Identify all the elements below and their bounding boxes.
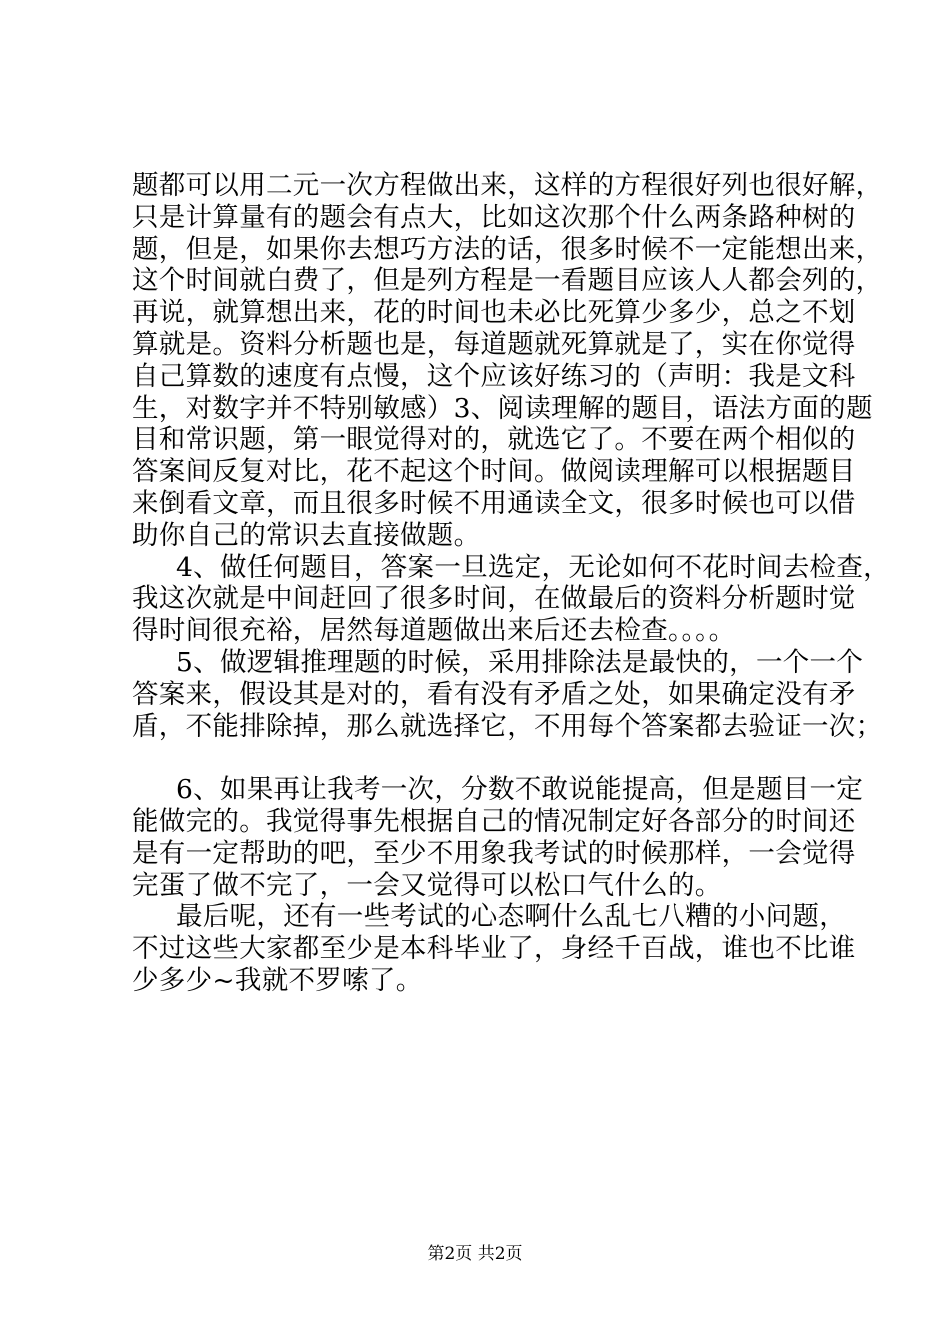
text-line: 是有一定帮助的吧，至少不用象我考试的时候那样，一会觉得 bbox=[132, 837, 856, 869]
paragraph-5-first-line: 5、做逻辑推理题的时候，采用排除法是最快的，一个一个 bbox=[176, 646, 864, 678]
closing-paragraph-first-line: 最后呢，还有一些考试的心态啊什么乱七八糟的小问题， bbox=[176, 901, 846, 933]
text-line: 答案来，假设其是对的，看有没有矛盾之处，如果确定没有矛 bbox=[132, 678, 856, 710]
text-line: 只是计算量有的题会有点大，比如这次那个什么两条路种树的 bbox=[132, 201, 856, 233]
document-body bbox=[132, 170, 890, 997]
text-line: 生，对数字并不特别敏感）3、阅读理解的题目，语法方面的题 bbox=[132, 392, 873, 424]
text-line: 自己算数的速度有点慢，这个应该好练习的（声明：我是文科 bbox=[132, 360, 856, 392]
text-line: 我这次就是中间赶回了很多时间，在做最后的资料分析题时觉 bbox=[132, 583, 856, 615]
text-line: 目和常识题，第一眼觉得对的，就选它了。不要在两个相似的 bbox=[132, 424, 856, 456]
text-line: 助你自己的常识去直接做题。 bbox=[132, 519, 481, 551]
text-line: 这个时间就白费了，但是列方程是一看题目应该人人都会列的， bbox=[132, 265, 883, 297]
paragraph-4-first-line: 4、做任何题目，答案一旦选定，无论如何不花时间去检查， bbox=[176, 551, 890, 583]
blank-line bbox=[132, 742, 832, 774]
text-line: 题都可以用二元一次方程做出来，这样的方程很好列也很好解， bbox=[132, 170, 883, 201]
text-line: 来倒看文章，而且很多时候不用通读全文，很多时候也可以借 bbox=[132, 487, 856, 519]
text-line: 少多少~我就不罗嗦了。 bbox=[132, 964, 423, 996]
page-number: 第2页 共2页 bbox=[427, 1244, 523, 1264]
text-line: 算就是。资料分析题也是，每道题就死算就是了，实在你觉得 bbox=[132, 328, 856, 360]
text-line: 不过这些大家都至少是本科毕业了，身经千百战，谁也不比谁 bbox=[132, 933, 856, 965]
text-line: 能做完的。我觉得事先根据自己的情况制定好各部分的时间还 bbox=[132, 805, 856, 837]
text-line: 得时间很充裕，居然每道题做出来后还去检查。。。。 bbox=[132, 615, 736, 647]
text-line: 答案间反复对比，花不起这个时间。做阅读理解可以根据题目 bbox=[132, 456, 856, 488]
text-line: 题，但是，如果你去想巧方法的话，很多时候不一定能想出来， bbox=[132, 233, 883, 265]
page-footer bbox=[0, 1242, 950, 1266]
paragraph-6-first-line: 6、如果再让我考一次，分数不敢说能提高，但是题目一定 bbox=[176, 774, 864, 806]
text-line: 完蛋了做不完了，一会又觉得可以松口气什么的。 bbox=[132, 869, 722, 901]
text-line: 盾，不能排除掉，那么就选择它，不用每个答案都去验证一次； bbox=[132, 710, 883, 742]
text-line: 再说，就算想出来，花的时间也未必比死算少多少，总之不划 bbox=[132, 297, 856, 329]
